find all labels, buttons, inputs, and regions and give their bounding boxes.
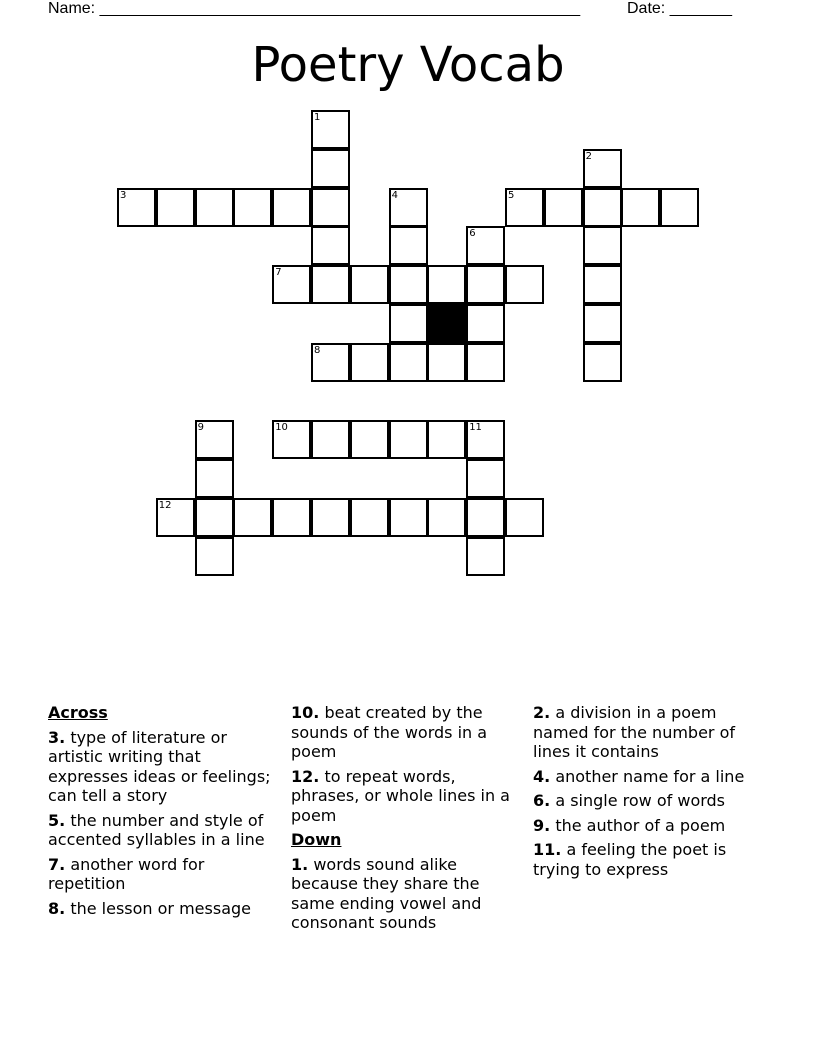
- clue-number-label: 6: [469, 228, 476, 240]
- grid-cell[interactable]: [272, 498, 311, 537]
- grid-cell[interactable]: [389, 226, 428, 265]
- clue-text: beat created by the sounds of the words in a poem: [291, 703, 488, 761]
- grid-cell[interactable]: [466, 459, 505, 498]
- clue-number: 8.: [48, 898, 66, 918]
- clue-across-7: [48, 855, 280, 894]
- grid-cell-7[interactable]: [272, 265, 311, 304]
- grid-cell[interactable]: [544, 188, 583, 227]
- grid-cell-2[interactable]: [583, 149, 622, 188]
- grid-cell[interactable]: [350, 343, 389, 382]
- across-heading: Across: [48, 703, 108, 722]
- clue-number-label: 1: [314, 112, 321, 123]
- grid-cell[interactable]: [583, 226, 622, 265]
- grid-cell[interactable]: [621, 188, 660, 227]
- grid-cell[interactable]: [389, 265, 428, 304]
- clue-number: 11.: [533, 840, 562, 859]
- clue-number: 6.: [533, 791, 551, 810]
- clue-across-5: [48, 811, 280, 850]
- grid-cell[interactable]: [466, 498, 505, 537]
- grid-cell[interactable]: [389, 304, 428, 343]
- clue-number-label: 7: [275, 267, 282, 279]
- grid-cell[interactable]: [427, 265, 466, 304]
- name-line[interactable]: Name: ______________________________________________________: [48, 0, 581, 17]
- clue-number-label: 11: [469, 422, 482, 434]
- grid-cell[interactable]: [233, 188, 272, 227]
- grid-cell-12[interactable]: [156, 498, 195, 537]
- grid-cell[interactable]: [389, 343, 428, 382]
- clue-text: a single row of words: [555, 791, 726, 810]
- clue-down-4: [533, 767, 765, 787]
- clue-across-10: [291, 703, 523, 762]
- clue-number-label: 9: [197, 422, 204, 434]
- clue-down-1: [291, 855, 523, 933]
- clue-text: the lesson or message: [70, 898, 251, 918]
- clue-column-2: [291, 703, 523, 938]
- clue-number: 3.: [48, 727, 66, 747]
- clue-number: 9.: [533, 815, 551, 835]
- clue-number-label: 10: [275, 422, 288, 434]
- clue-column-3: [533, 703, 765, 884]
- grid-cell[interactable]: [195, 498, 234, 537]
- clue-number: 2.: [533, 703, 551, 722]
- clue-number: 7.: [48, 854, 66, 874]
- grid-cell-8[interactable]: [311, 343, 350, 382]
- grid-cell[interactable]: [311, 498, 350, 537]
- grid-cell[interactable]: [311, 188, 350, 227]
- grid-cell[interactable]: [427, 343, 466, 382]
- clue-number: 4.: [533, 766, 551, 786]
- clue-down-11: [533, 840, 765, 879]
- clue-text: another word for repetition: [48, 854, 205, 893]
- clue-number: 10.: [291, 703, 320, 722]
- down-heading: Down: [291, 830, 342, 849]
- clue-number-label: 5: [508, 189, 515, 201]
- clue-across-12: [291, 767, 523, 826]
- clue-text: type of literature or artistic writing that expresses ideas or feelings; can tell a story: [48, 727, 271, 805]
- clue-down-6: [533, 791, 765, 811]
- clue-text: words sound alike because they share the same ending vowel and consonant sounds: [291, 854, 482, 932]
- clue-number: 5.: [48, 810, 66, 830]
- grid-cell[interactable]: [505, 265, 544, 304]
- grid-cell-5[interactable]: [505, 188, 544, 227]
- grid-cell[interactable]: [583, 265, 622, 304]
- clue-text: the author of a poem: [555, 815, 726, 835]
- grid-cell[interactable]: [427, 498, 466, 537]
- grid-cell[interactable]: [350, 498, 389, 537]
- grid-cell[interactable]: [389, 420, 428, 459]
- clue-number-label: 4: [391, 189, 398, 201]
- clue-column-1: [48, 703, 280, 923]
- clue-number: 1.: [291, 854, 309, 874]
- grid-cell-9[interactable]: [195, 420, 234, 459]
- grid-cell[interactable]: [233, 498, 272, 537]
- grid-cell[interactable]: [311, 149, 350, 188]
- date-line[interactable]: Date: _______: [627, 0, 732, 17]
- grid-cell[interactable]: [583, 188, 622, 227]
- clue-number-label: 12: [158, 500, 172, 511]
- grid-cell-3[interactable]: [117, 188, 156, 227]
- grid-cell[interactable]: [427, 420, 466, 459]
- clue-down-9: [533, 816, 765, 836]
- grid-cell[interactable]: [195, 188, 234, 227]
- grid-cell[interactable]: [466, 537, 505, 576]
- clue-text: another name for a line: [555, 766, 745, 786]
- grid-cell-10[interactable]: [272, 420, 311, 459]
- grid-cell[interactable]: [311, 420, 350, 459]
- clue-number-label: 8: [314, 344, 321, 356]
- grid-cell[interactable]: [466, 343, 505, 382]
- grid-cell[interactable]: [311, 265, 350, 304]
- grid-cell[interactable]: [350, 265, 389, 304]
- grid-cell[interactable]: [195, 459, 234, 498]
- grid-cell[interactable]: [583, 304, 622, 343]
- grid-cell-6[interactable]: [466, 226, 505, 265]
- grid-cell-11[interactable]: [466, 420, 505, 459]
- grid-cell[interactable]: [350, 420, 389, 459]
- grid-cell[interactable]: [583, 343, 622, 382]
- clue-text: the number and style of accented syllables in a line: [48, 810, 265, 849]
- clue-across-8: [48, 899, 280, 919]
- grid-cell[interactable]: [505, 498, 544, 537]
- clue-number-label: 3: [120, 189, 127, 201]
- grid-cell[interactable]: [466, 304, 505, 343]
- page-title: Poetry Vocab: [251, 37, 565, 93]
- grid-block: [427, 304, 466, 343]
- clue-down-2: [533, 703, 765, 762]
- grid-cell[interactable]: [195, 537, 234, 576]
- grid-cell[interactable]: [311, 226, 350, 265]
- grid-cell-1[interactable]: [311, 110, 350, 149]
- clue-number: 12.: [291, 766, 320, 786]
- grid-cell[interactable]: [389, 498, 428, 537]
- grid-cell[interactable]: [466, 265, 505, 304]
- clue-text: to repeat words, phrases, or whole lines in a poem: [291, 766, 510, 825]
- clue-across-3: [48, 728, 280, 806]
- clue-text: a division in a poem named for the number of lines it contains: [533, 703, 735, 761]
- clue-text: a feeling the poet is trying to express: [533, 840, 727, 879]
- clue-number-label: 2: [585, 150, 592, 162]
- grid-cell[interactable]: [272, 188, 311, 227]
- grid-cell[interactable]: [660, 188, 699, 227]
- grid-cell[interactable]: [156, 188, 195, 227]
- grid-cell-4[interactable]: [389, 188, 428, 227]
